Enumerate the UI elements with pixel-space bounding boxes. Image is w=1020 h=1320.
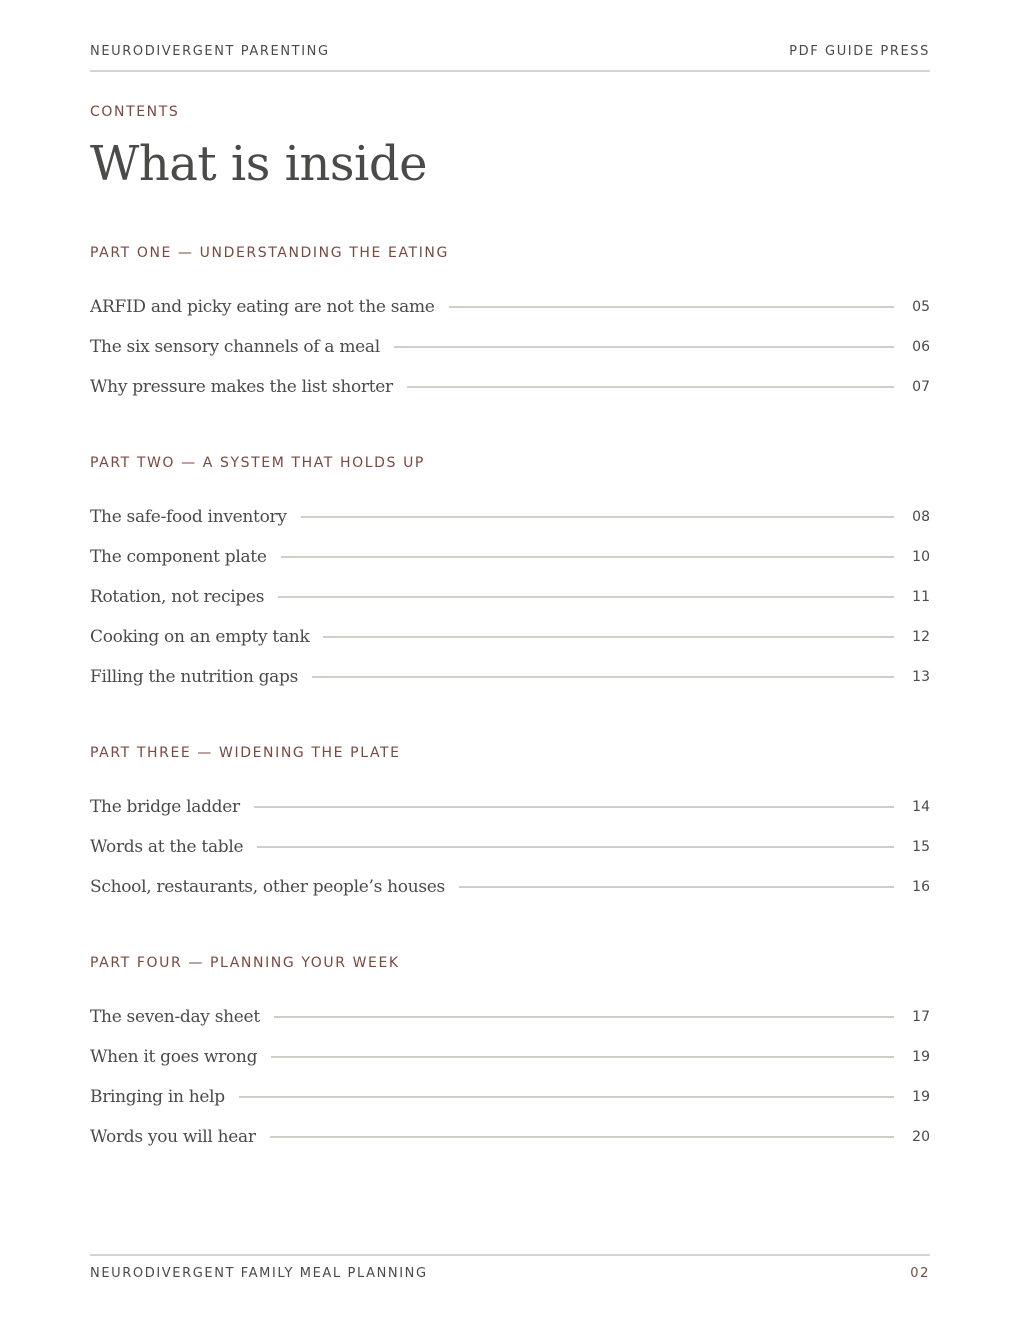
toc-entry[interactable] [90, 867, 930, 907]
toc-entry-page: 08 [912, 509, 930, 525]
toc-part-one [90, 243, 930, 407]
toc-entry-page: 13 [912, 669, 930, 685]
header-series-title: NEURODIVERGENT PARENTING [90, 44, 330, 59]
leader-line [394, 346, 894, 348]
toc-entry[interactable] [90, 367, 930, 407]
leader-line [274, 1016, 894, 1018]
leader-line [239, 1096, 894, 1098]
toc-entry[interactable] [90, 497, 930, 537]
toc-entry-title: Bringing in help [90, 1087, 225, 1107]
running-footer [90, 1254, 930, 1281]
toc-entry-title: The bridge ladder [90, 797, 240, 817]
part-heading: PART FOUR — PLANNING YOUR WEEK [90, 955, 400, 971]
toc-entry-page: 10 [912, 549, 930, 565]
toc-entry[interactable] [90, 1037, 930, 1077]
part-heading: PART ONE — UNDERSTANDING THE EATING [90, 245, 449, 261]
toc-entry-title: School, restaurants, other people’s houses [90, 877, 445, 897]
toc-entry-page: 16 [912, 879, 930, 895]
toc-entry-title: The seven-day sheet [90, 1007, 260, 1027]
page-title: What is inside [90, 136, 428, 192]
toc-entry-page: 15 [912, 839, 930, 855]
toc-part-two [90, 453, 930, 697]
toc-entry-title: The safe-food inventory [90, 507, 287, 527]
section-eyebrow: CONTENTS [90, 104, 180, 120]
part-heading: PART THREE — WIDENING THE PLATE [90, 745, 401, 761]
toc-entry[interactable] [90, 287, 930, 327]
footer-page-number: 02 [910, 1266, 930, 1281]
toc-entry-page: 06 [912, 339, 930, 355]
toc-entry-page: 14 [912, 799, 930, 815]
toc-entry-page: 07 [912, 379, 930, 395]
toc-part-four [90, 953, 930, 1157]
leader-line [407, 386, 894, 388]
toc-entry-title: ARFID and picky eating are not the same [90, 297, 435, 317]
leader-line [254, 806, 894, 808]
toc-entry[interactable] [90, 1117, 930, 1157]
toc-entry-title: The six sensory channels of a meal [90, 337, 380, 357]
toc-entry[interactable] [90, 617, 930, 657]
toc-part-three [90, 743, 930, 907]
leader-line [323, 636, 894, 638]
toc-entry-page: 19 [912, 1049, 930, 1065]
toc-entry-title: Words at the table [90, 837, 244, 857]
toc-entry[interactable] [90, 327, 930, 367]
toc-entry-page: 20 [912, 1129, 930, 1145]
leader-line [301, 516, 894, 518]
leader-line [278, 596, 894, 598]
toc-entry-page: 19 [912, 1089, 930, 1105]
leader-line [281, 556, 894, 558]
toc-entry[interactable] [90, 787, 930, 827]
toc-entry-page: 17 [912, 1009, 930, 1025]
part-heading: PART TWO — A SYSTEM THAT HOLDS UP [90, 455, 425, 471]
table-of-contents [90, 243, 930, 1203]
toc-entry[interactable] [90, 997, 930, 1037]
toc-entry[interactable] [90, 537, 930, 577]
toc-entry-title: Words you will hear [90, 1127, 256, 1147]
toc-entry-page: 11 [912, 589, 930, 605]
toc-entry-title: The component plate [90, 547, 267, 567]
toc-entry[interactable] [90, 827, 930, 867]
toc-entry-title: Why pressure makes the list shorter [90, 377, 393, 397]
running-header [90, 44, 930, 72]
toc-entry[interactable] [90, 657, 930, 697]
toc-entry-page: 05 [912, 299, 930, 315]
header-publisher: PDF GUIDE PRESS [789, 44, 930, 59]
toc-entry-page: 12 [912, 629, 930, 645]
toc-entry[interactable] [90, 1077, 930, 1117]
footer-book-title: NEURODIVERGENT FAMILY MEAL PLANNING [90, 1266, 428, 1281]
leader-line [257, 846, 894, 848]
toc-entry-title: When it goes wrong [90, 1047, 258, 1067]
toc-entry[interactable] [90, 577, 930, 617]
leader-line [459, 886, 894, 888]
toc-entry-title: Filling the nutrition gaps [90, 667, 298, 687]
leader-line [312, 676, 894, 678]
toc-entry-title: Rotation, not recipes [90, 587, 265, 607]
toc-entry-title: Cooking on an empty tank [90, 627, 310, 647]
leader-line [449, 306, 894, 308]
leader-line [270, 1136, 894, 1138]
leader-line [271, 1056, 894, 1058]
